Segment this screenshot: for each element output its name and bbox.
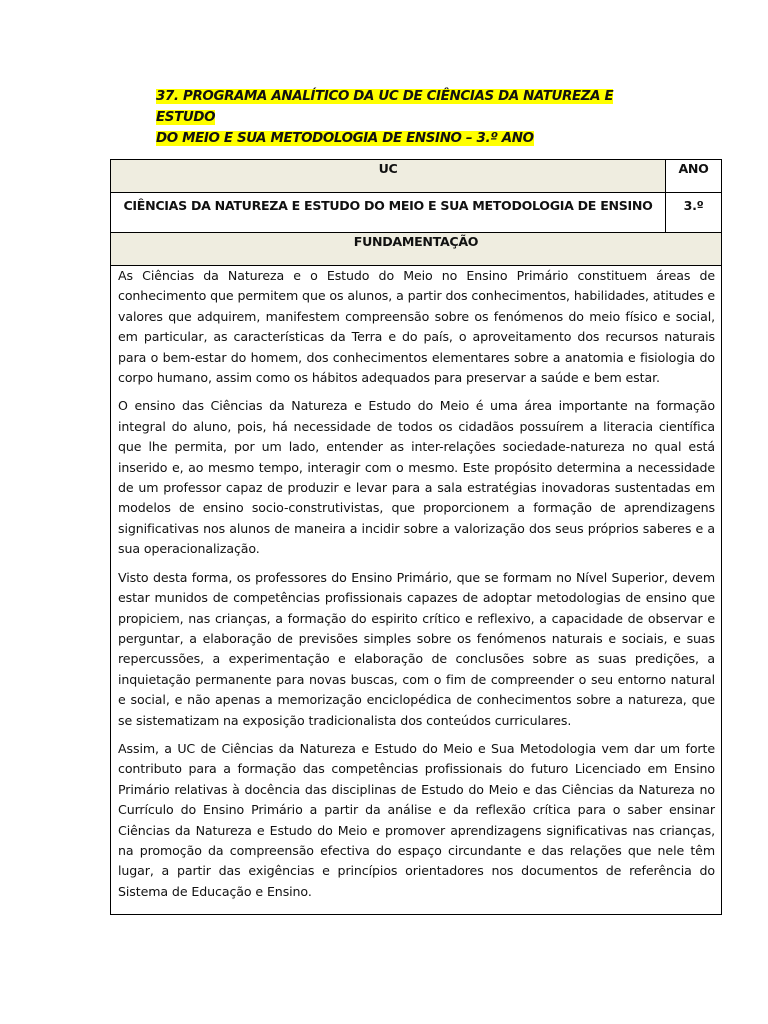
ano-value-cell bbox=[666, 193, 722, 233]
heading-line-1: 37. PROGRAMA ANALÍTICO DA UC DE CIÊNCIAS DA NATUREZA E ESTUDO bbox=[156, 89, 614, 125]
uc-table bbox=[110, 159, 722, 915]
uc-header-cell bbox=[111, 160, 666, 193]
ano-header-cell bbox=[666, 160, 722, 193]
document-heading bbox=[156, 86, 676, 149]
paragraph-1: As Ciências da Natureza e o Estudo do Meio no Ensino Primário constituem áreas de conhecimento que permitem que os alunos, a partir dos conhecimentos, habilidades, atitudes e valores que adquirem, manifestem compreensão sobre os fenómenos do meio físico e social, em particular, as características da Terra e do país, o aproveitamento dos recursos naturais para o bem-estar do homem, dos conhecimentos elementares sobre a anatomia e fisiologia do corpo humano, assim como os hábitos adequados para preservar a saúde e bem estar. bbox=[118, 268, 715, 386]
section-header-cell bbox=[111, 233, 722, 266]
uc-header-label: UC bbox=[378, 161, 398, 176]
paragraph-4: Assim, a UC de Ciências da Natureza e Estudo do Meio e Sua Metodologia vem dar um forte contributo para a formação das competências profissionais do futuro Licenciado em Ensino Primário relativas à docência das disciplinas de Estudo do Meio e das Ciências da Natureza no Currículo do Ensino Primário a partir da análise e da reflexão crítica para o saber ensinar Ciências da Natureza e Estudo do Meio e promover aprendizagens significativas nas crianças, na promoção da compreensão efectiva do espaço circundante e das relações que nele têm lugar, a partir das exigências e princípios orientadores nos documentos de referência do Sistema de Educação e Ensino. bbox=[118, 740, 715, 899]
ano-header-label: ANO bbox=[678, 161, 709, 176]
fundamentacao-body bbox=[111, 266, 722, 915]
ano-value: 3.º bbox=[683, 198, 704, 213]
paragraph-3: Visto desta forma, os professores do Ensino Primário, que se formam no Nível Superior, devem estar munidos de competências profissionais capazes de adoptar metodologias de ensino que propiciem, nas crianças, a formação do espirito crítico e reflexivo, a capacidade de observar e perguntar, a elaboração de previsões simples sobre os fenómenos naturais e sociais, e suas repercussões, a experimentação e elaboração de conclusões sobre as suas predições, a inquietação permanente para novas buscas, com o fim de compreender o seu entorno natural e social, e não apenas a memorização enciclopédica de conhecimentos sobre a natureza, que se sistematizam na exposição tradicionalista dos conteúdos curriculares. bbox=[118, 569, 715, 728]
uc-name: CIÊNCIAS DA NATUREZA E ESTUDO DO MEIO E SUA METODOLOGIA DE ENSINO bbox=[123, 198, 653, 213]
heading-line-2: DO MEIO E SUA METODOLOGIA DE ENSINO – 3.º ANO bbox=[156, 131, 534, 146]
section-title: FUNDAMENTAÇÃO bbox=[353, 234, 479, 249]
uc-name-cell bbox=[111, 193, 666, 233]
paragraph-2: O ensino das Ciências da Natureza e Estudo do Meio é uma área importante na formação integral do aluno, pois, há necessidade de todos os cidadãos possuírem a literacia científica que lhe permita, por um lado, entender as inter-relações sociedade-natureza no qual está inserido e, ao mesmo tempo, interagir com o mesmo. Este propósito determina a necessidade de um professor capaz de produzir e levar para a sala estratégias inovadoras sustentadas em modelos de ensino socio-construtivistas, que proporcionem a formação de aprendizagens significativas nos alunos de maneira a incidir sobre a valorização dos seus próprios saberes e a sua operacionalização. bbox=[118, 398, 715, 557]
